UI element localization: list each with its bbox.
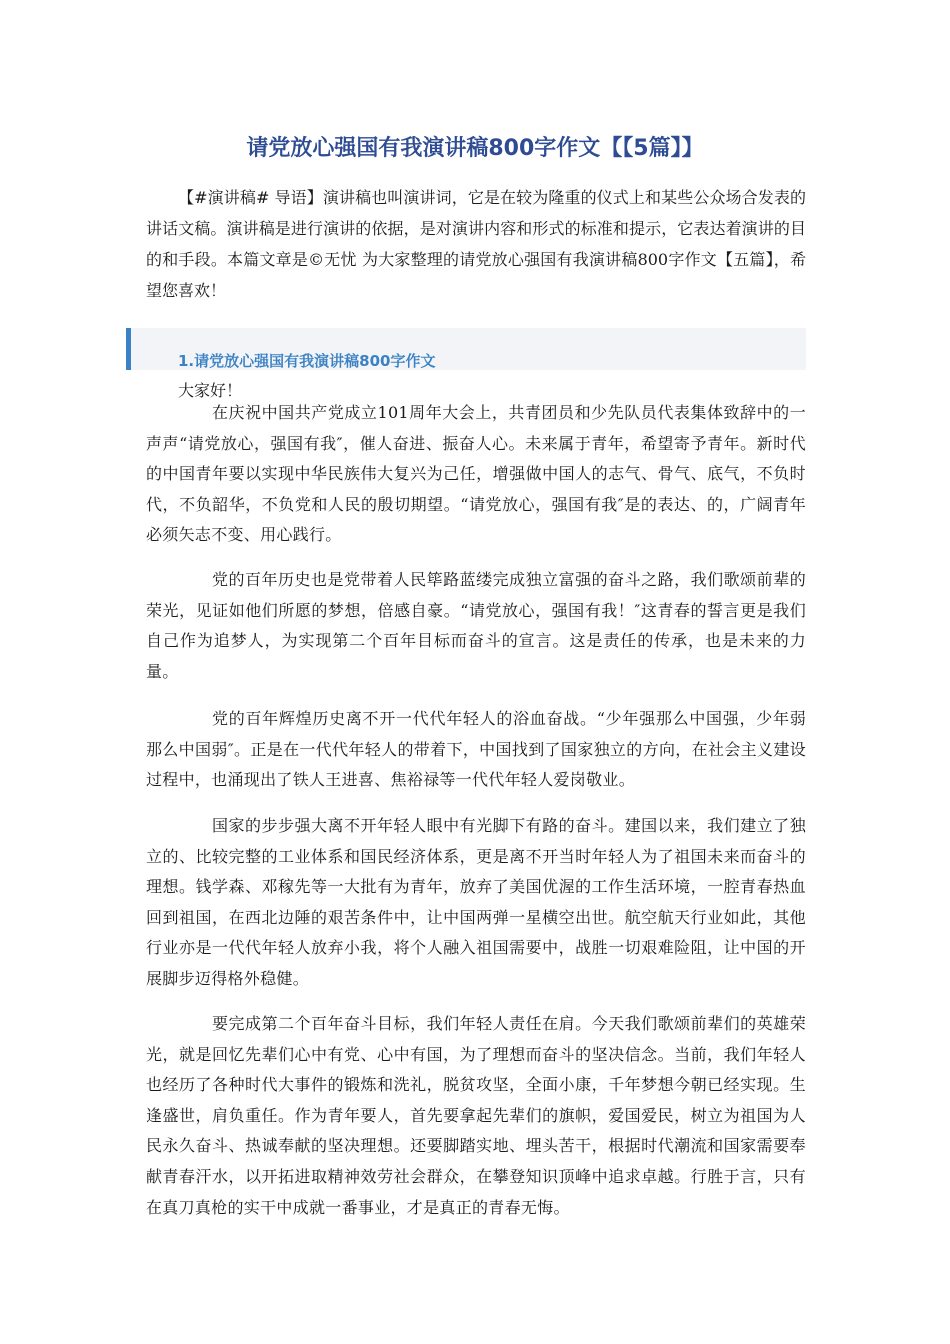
page-title: 请党放心强国有我演讲稿800字作文【【5篇】】 [246, 136, 704, 161]
body-paragraph: 要完成第二个百年奋斗目标，我们年轻人责任在肩。今天我们歌颂前辈们的英雄荣光，就是回忆先辈们心中有党、心中有国，为了理想而奋斗的坚决信念。当前，我们年轻人也经历了各种时代大事件的锻炼和洗礼，脱贫攻坚，全面小康，千年梦想今朝已经实现。生逢盛世，肩负重任。作为青年要人，首先要拿起先辈们的旗帜，爱国爱民，树立为祖国为人民永久奋斗、热诚奉献的坚决理想。还要脚踏实地、埋头苦干，根据时代潮流和国家需要奉献青春汗水，以开拓进取精神效劳社会群众，在攀登知识顶峰中追求卓越。行胜于言，只有在真刀真枪的实干中成就一番事业，才是真正的青春无悔。 [146, 1014, 806, 1217]
body-paragraph: 在庆祝中国共产党成立101周年大会上，共青团员和少先队员代表集体致辞中的一声声“请党放心，强国有我″，催人奋进、振奋人心。未来属于青年，希望寄予青年。新时代的中国青年要以实现中华民族伟大复兴为己任，增强做中国人的志气、骨气、底气，不负时代，不负韶华，不负党和人民的殷切期望。“请党放心，强国有我″是的表达、的，广阔青年必须矢志不变、用心践行。 [146, 403, 806, 545]
greeting-line: 大家好！ [178, 381, 243, 400]
body-paragraph: 党的百年辉煌历史离不开一代代年轻人的浴血奋战。“少年强那么中国强，少年弱那么中国弱″。正是在一代代年轻人的带着下，中国找到了国家独立的方向，在社会主义建设过程中，也涌现出了铁人王进喜、焦裕禄等一代代年轻人爱岗敬业。 [146, 709, 806, 790]
section-heading: 1.请党放心强国有我演讲稿800字作文 [178, 352, 436, 370]
intro-paragraph: 【#演讲稿# 导语】演讲稿也叫演讲词，它是在较为隆重的仪式上和某些公众场合发表的讲话文稿。演讲稿是进行演讲的依据，是对演讲内容和形式的标准和提示，它表达着演讲的目的和手段。本篇文章是©无忧 为大家整理的请党放心强国有我演讲稿800字作文【五篇】，希望您喜欢！ [146, 188, 806, 300]
body-paragraph: 党的百年历史也是党带着人民筚路蓝缕完成独立富强的奋斗之路，我们歌颂前辈的荣光，见证如他们所愿的梦想，倍感自豪。“请党放心，强国有我！″这青春的誓言更是我们自己作为追梦人，为实现第二个百年目标而奋斗的宣言。这是责任的传承，也是未来的力量。 [146, 570, 806, 681]
section-accent-bar [126, 328, 131, 370]
body-paragraph: 国家的步步强大离不开年轻人眼中有光脚下有路的奋斗。建国以来，我们建立了独立的、比较完整的工业体系和国民经济体系，更是离不开当时年轻人为了祖国未来而奋斗的理想。钱学森、邓稼先等一大批有为青年，放弃了美国优渥的工作生活环境，一腔青春热血回到祖国，在西北边陲的艰苦条件中，让中国两弹一星横空出世。航空航天行业如此，其他行业亦是一代代年轻人放弃小我，将个人融入祖国需要中，战胜一切艰难险阻，让中国的开展脚步迈得格外稳健。 [146, 816, 806, 988]
